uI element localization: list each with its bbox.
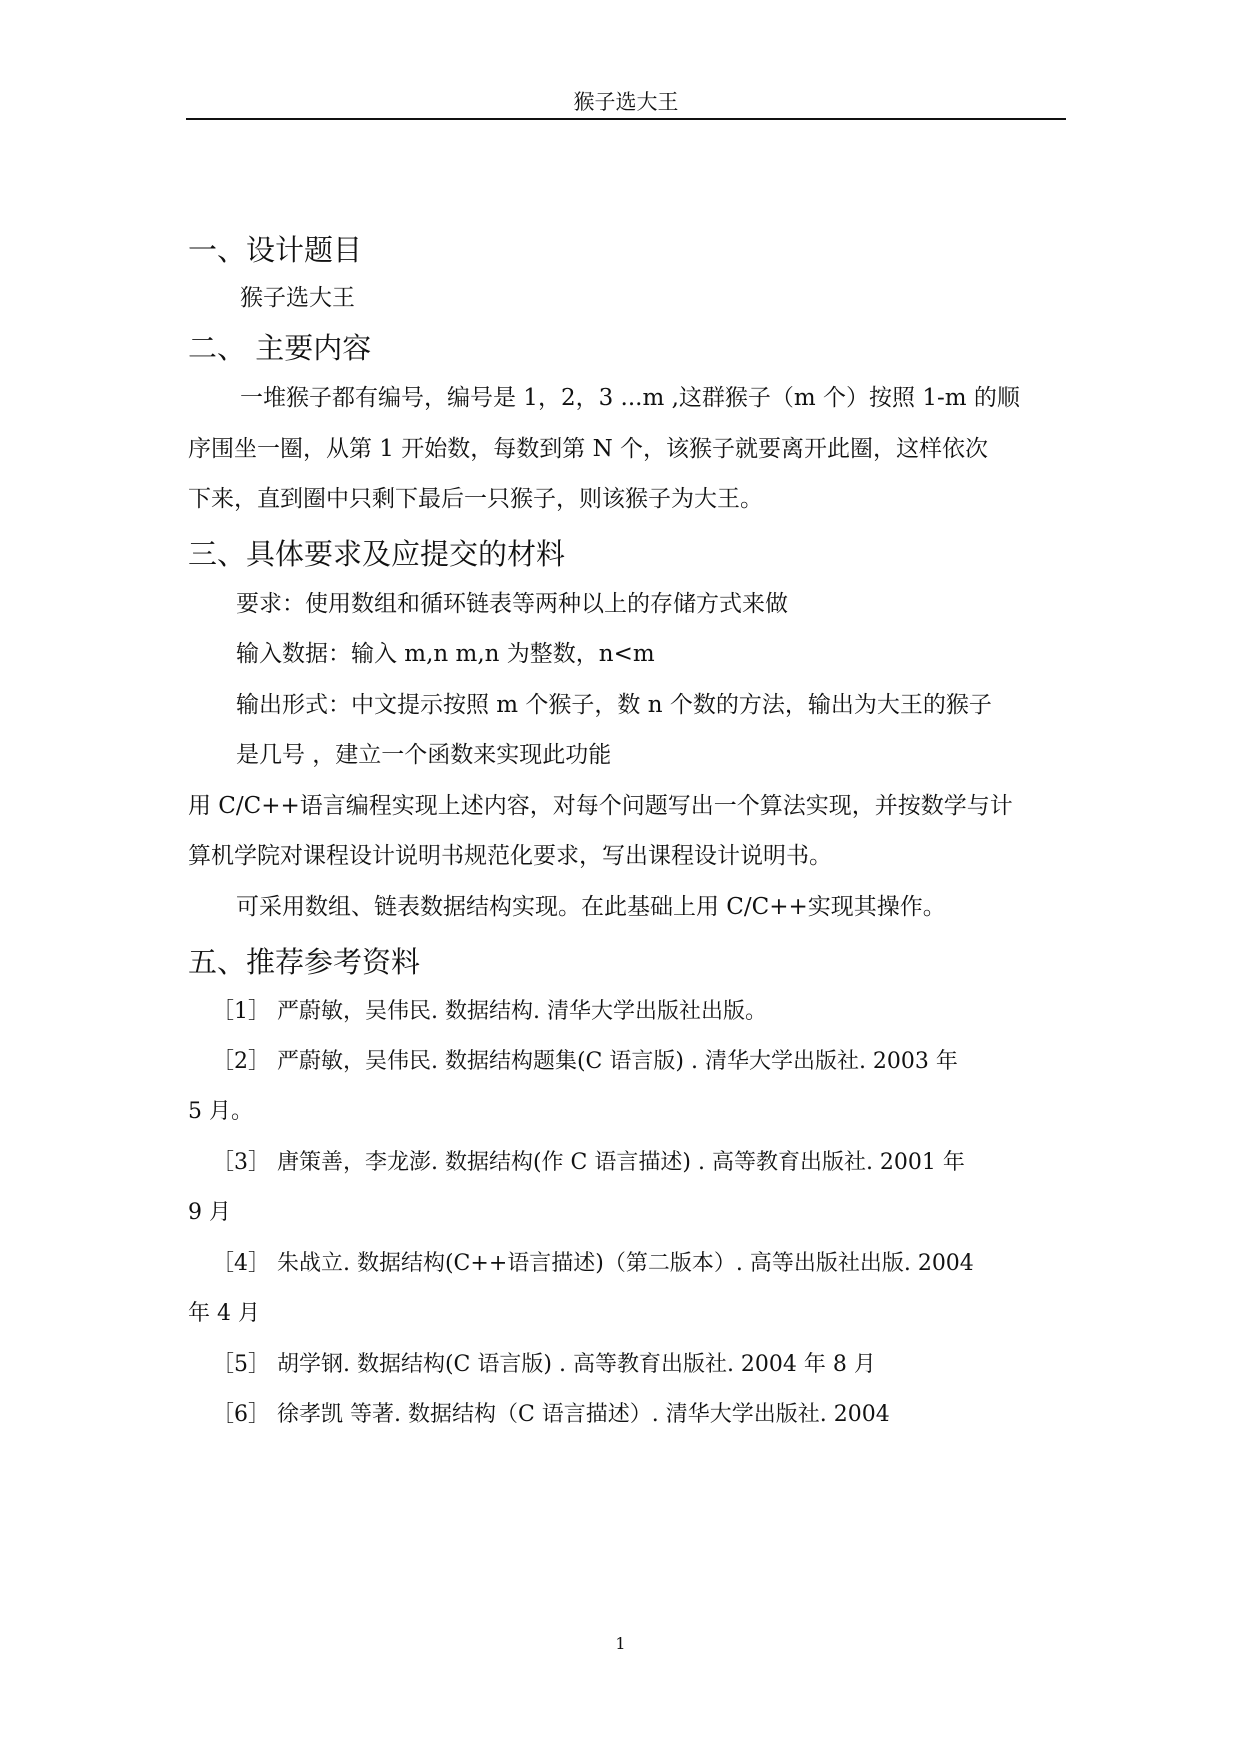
running-header: 猴子选大王 <box>186 88 1066 120</box>
design-topic-text: 猴子选大王 <box>240 285 355 311</box>
requirements-line-4: 是几号 ，建立一个函数来实现此功能 <box>236 742 612 768</box>
reference-item-3-cont: 9 月 <box>188 1200 231 1225</box>
requirements-line-6: 算机学院对课程设计说明书规范化要求，写出课程设计说明书。 <box>188 843 832 869</box>
page-number: 1 <box>615 1634 626 1653</box>
section-heading-requirements: 三、具体要求及应提交的材料 <box>188 537 566 571</box>
section-heading-design-topic: 一、设计题目 <box>188 233 363 267</box>
main-content-line-2: 序围坐一圈，从第 1 开始数，每数到第 N 个，该猴子就要离开此圈，这样依次 <box>188 436 989 462</box>
requirements-line-3: 输出形式：中文提示按照 m 个猴子，数 n 个数的方法，输出为大王的猴子 <box>236 692 992 718</box>
requirements-line-7: 可采用数组、链表数据结构实现。在此基础上用 C/C++实现其操作。 <box>236 894 946 920</box>
section-heading-references: 五、推荐参考资料 <box>188 945 421 979</box>
reference-item-2: ［2］ 严蔚敏，吴伟民. 数据结构题集(C 语言版) . 清华大学出版社. 2003 年 <box>212 1049 958 1074</box>
reference-item-5: ［5］ 胡学钢. 数据结构(C 语言版) . 高等教育出版社. 2004 年 8 月 <box>212 1352 876 1377</box>
requirements-line-5: 用 C/C++语言编程实现上述内容，对每个问题写出一个算法实现，并按数学与计 <box>188 793 1013 819</box>
section-heading-main-content: 二、 主要内容 <box>188 331 372 365</box>
reference-item-6: ［6］ 徐孝凯 等著. 数据结构（C 语言描述）. 清华大学出版社. 2004 <box>212 1402 890 1427</box>
reference-item-4-cont: 年 4 月 <box>188 1301 260 1326</box>
reference-item-3: ［3］ 唐策善，李龙澎. 数据结构(作 C 语言描述) . 高等教育出版社. 2001 年 <box>212 1150 965 1175</box>
reference-item-2-cont: 5 月。 <box>188 1099 253 1124</box>
main-content-line-1: 一堆猴子都有编号，编号是 1，2，3 ...m ,这群猴子（m 个）按照 1-m 的顺 <box>240 385 1020 411</box>
requirements-line-1: 要求：使用数组和循环链表等两种以上的存储方式来做 <box>236 591 788 617</box>
requirements-line-2: 输入数据：输入 m,n m,n 为整数，n<m <box>236 641 655 667</box>
main-content-line-3: 下来，直到圈中只剩下最后一只猴子，则该猴子为大王。 <box>188 486 763 512</box>
reference-item-4: ［4］ 朱战立. 数据结构(C++语言描述)（第二版本）. 高等出版社出版. 2004 <box>212 1251 974 1276</box>
reference-item-1: ［1］ 严蔚敏，吴伟民. 数据结构. 清华大学出版社出版。 <box>212 999 767 1024</box>
